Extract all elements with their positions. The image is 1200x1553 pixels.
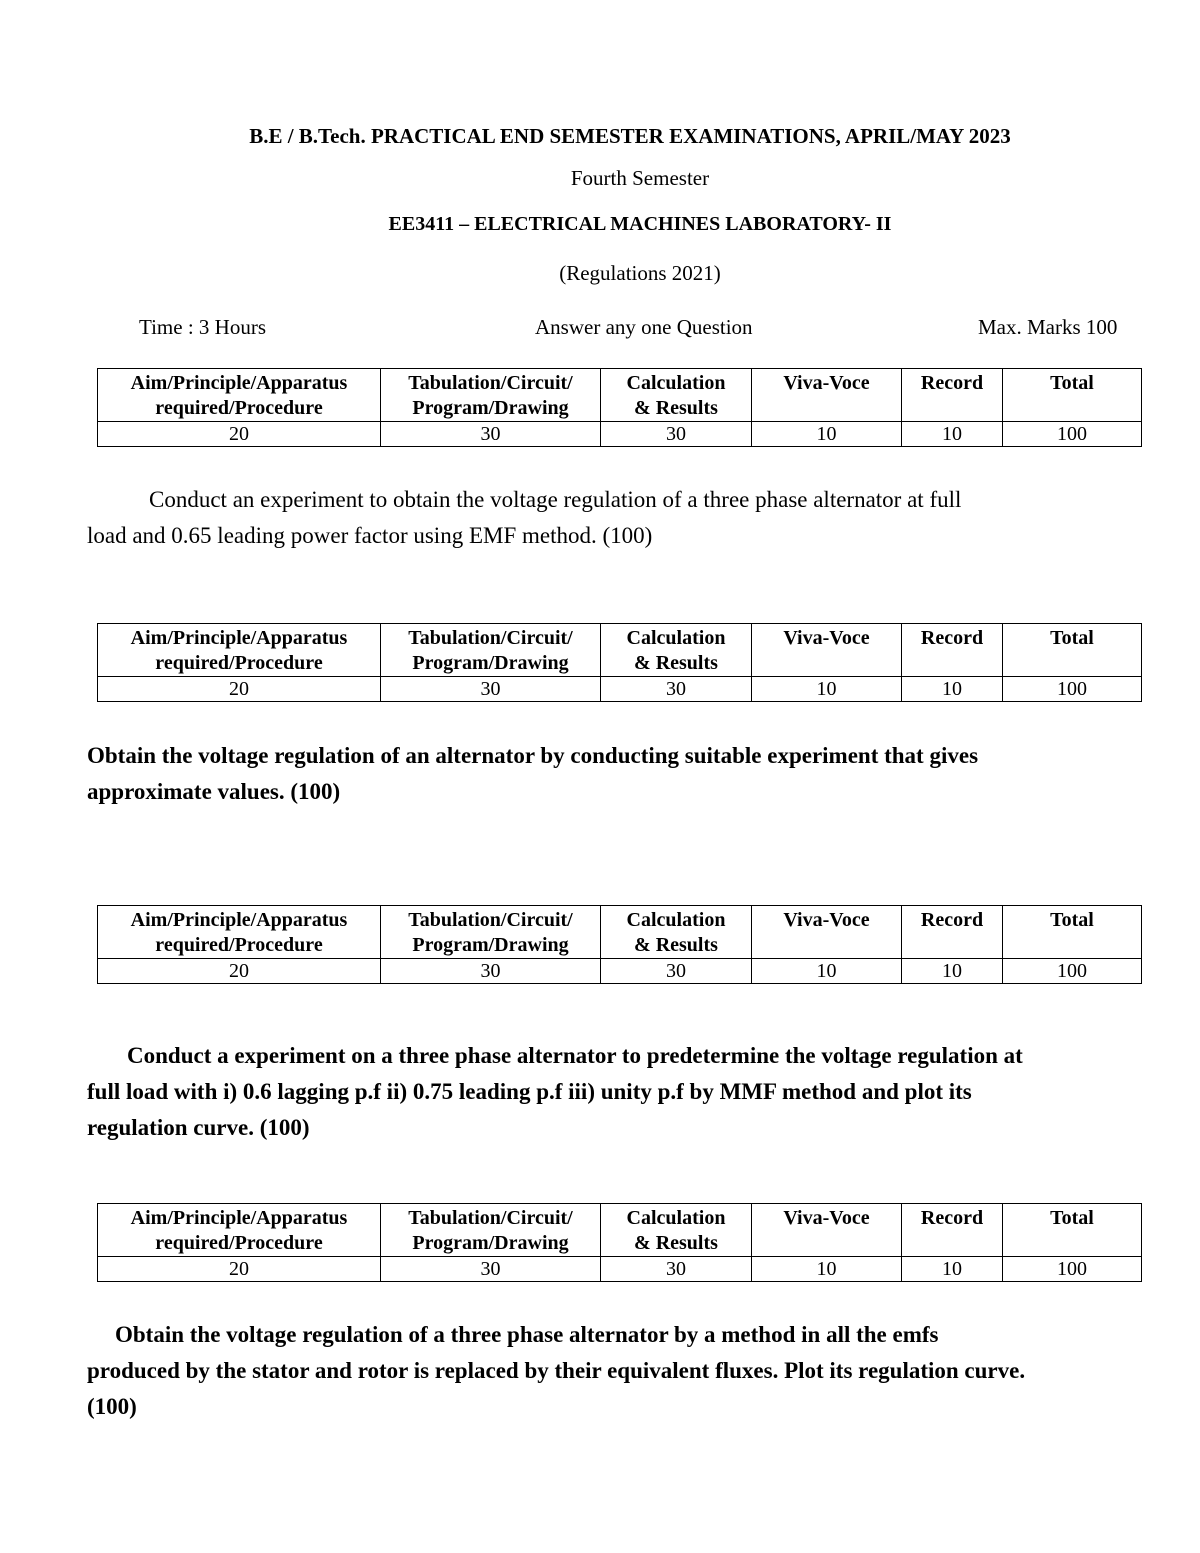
value-cell: 20 (98, 1257, 381, 1282)
question-3 (87, 1038, 1147, 1146)
marks-table (97, 1203, 1142, 1282)
value-cell: 10 (902, 1257, 1003, 1282)
marks-value-row (98, 422, 1142, 447)
header-cell: Tabulation/Circuit/ Program/Drawing (381, 624, 601, 677)
header-cell: Viva-Voce (752, 624, 902, 677)
question-line: Obtain the voltage regulation of a three phase alternator by a method in all the emfs (115, 1322, 939, 1347)
header-cell: Calculation & Results (601, 624, 752, 677)
question-line: approximate values. (100) (87, 779, 341, 804)
question-line: regulation curve. (100) (87, 1115, 310, 1140)
semester-label: Fourth Semester (570, 166, 710, 190)
header-cell: Tabulation/Circuit/ Program/Drawing (381, 1204, 601, 1257)
header-cell: Viva-Voce (752, 1204, 902, 1257)
question-1 (87, 482, 1147, 554)
value-cell: 30 (601, 959, 752, 984)
exam-title: B.E / B.Tech. PRACTICAL END SEMESTER EXAMINATIONS, APRIL/MAY 2023 (249, 124, 1011, 148)
value-cell: 30 (601, 1257, 752, 1282)
value-cell: 10 (752, 959, 902, 984)
value-cell: 10 (902, 677, 1003, 702)
value-cell: 10 (902, 422, 1003, 447)
question-2 (87, 738, 1147, 810)
value-cell: 10 (752, 422, 902, 447)
value-cell: 30 (601, 422, 752, 447)
time-label: Time : 3 Hours (139, 315, 266, 339)
value-cell: 20 (98, 959, 381, 984)
question-line: Conduct an experiment to obtain the voltage regulation of a three phase alternator at full (149, 487, 962, 512)
header-cell: Record (902, 369, 1003, 422)
header-cell: Total (1003, 906, 1142, 959)
subject-title: EE3411 – ELECTRICAL MACHINES LABORATORY- II (388, 213, 892, 235)
value-cell: 10 (902, 959, 1003, 984)
question-line: Conduct a experiment on a three phase alternator to predetermine the voltage regulation at (127, 1043, 1023, 1068)
value-cell: 20 (98, 677, 381, 702)
header-cell: Calculation & Results (601, 906, 752, 959)
marks-value-row (98, 959, 1142, 984)
value-cell: 30 (601, 677, 752, 702)
value-cell: 10 (752, 677, 902, 702)
header-cell: Record (902, 1204, 1003, 1257)
marks-value-row (98, 677, 1142, 702)
marks-table (97, 368, 1142, 447)
marks-value-row (98, 1257, 1142, 1282)
marks-table (97, 623, 1142, 702)
value-cell: 100 (1003, 1257, 1142, 1282)
question-4 (87, 1317, 1147, 1425)
header-cell: Record (902, 624, 1003, 677)
header-cell: Tabulation/Circuit/ Program/Drawing (381, 369, 601, 422)
question-line: full load with i) 0.6 lagging p.f ii) 0.75 leading p.f iii) unity p.f by MMF method and plot its (87, 1079, 972, 1104)
header-cell: Total (1003, 624, 1142, 677)
header-cell: Viva-Voce (752, 369, 902, 422)
header-cell: Total (1003, 369, 1142, 422)
header-cell: Calculation & Results (601, 1204, 752, 1257)
max-marks-label: Max. Marks 100 (978, 315, 1118, 339)
marks-header-row (98, 624, 1142, 677)
value-cell: 100 (1003, 422, 1142, 447)
regulations-label: (Regulations 2021) (559, 261, 721, 285)
marks-header-row (98, 906, 1142, 959)
value-cell: 30 (381, 677, 601, 702)
marks-header-row (98, 369, 1142, 422)
question-line: produced by the stator and rotor is replaced by their equivalent fluxes. Plot its regulation curve. (87, 1358, 1026, 1383)
header-cell: Aim/Principle/Apparatus required/Procedure (98, 624, 381, 677)
header-cell: Aim/Principle/Apparatus required/Procedure (98, 1204, 381, 1257)
marks-header-row (98, 1204, 1142, 1257)
header-cell: Total (1003, 1204, 1142, 1257)
header-cell: Tabulation/Circuit/ Program/Drawing (381, 906, 601, 959)
header-cell: Viva-Voce (752, 906, 902, 959)
instruction-label: Answer any one Question (535, 315, 753, 339)
header-cell: Record (902, 906, 1003, 959)
value-cell: 100 (1003, 959, 1142, 984)
value-cell: 100 (1003, 677, 1142, 702)
marks-table (97, 905, 1142, 984)
value-cell: 30 (381, 1257, 601, 1282)
header-cell: Calculation & Results (601, 369, 752, 422)
question-line: load and 0.65 leading power factor using EMF method. (100) (87, 523, 653, 548)
value-cell: 30 (381, 959, 601, 984)
value-cell: 20 (98, 422, 381, 447)
header-cell: Aim/Principle/Apparatus required/Procedure (98, 906, 381, 959)
value-cell: 30 (381, 422, 601, 447)
question-line: (100) (87, 1394, 137, 1419)
question-line: Obtain the voltage regulation of an alternator by conducting suitable experiment that gives (87, 743, 979, 768)
header-cell: Aim/Principle/Apparatus required/Procedure (98, 369, 381, 422)
value-cell: 10 (752, 1257, 902, 1282)
